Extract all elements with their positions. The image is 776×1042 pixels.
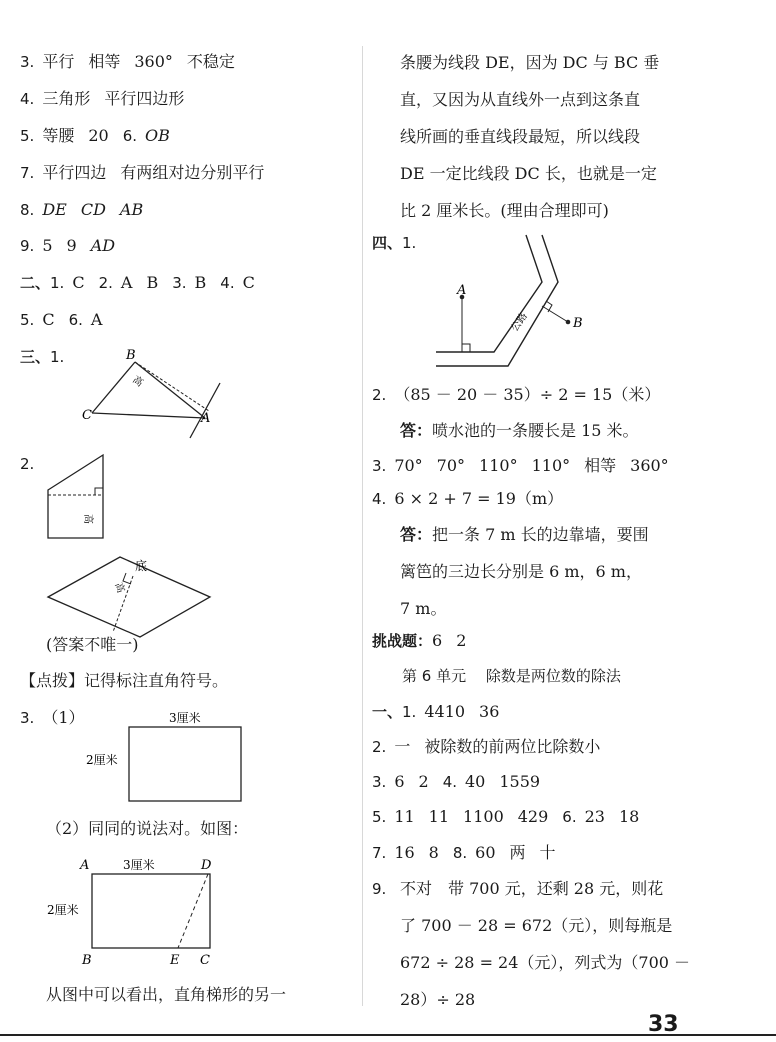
svg-text:C: C xyxy=(82,408,92,423)
svg-text:公路: 公路 xyxy=(509,311,530,334)
question-2-expression: 2. （85 － 20 － 35）÷ 2 = 15（米） xyxy=(372,385,661,404)
section-3-header: 三、1. xyxy=(20,348,65,366)
conclusion-text: 从图中可以看出，直角梯形的另一 xyxy=(46,985,287,1004)
rectangle-shape xyxy=(129,727,241,801)
svg-text:2厘米: 2厘米 xyxy=(47,903,79,917)
column-divider xyxy=(362,46,363,1006)
svg-text:3厘米: 3厘米 xyxy=(123,858,155,872)
answer-4: 答：把一条 7 m 长的边靠墙，要围 篱笆的三边长分别是 6 m，6 m， 7 m。 xyxy=(400,525,649,618)
right-angle-mark-a xyxy=(462,344,470,352)
road-edge-outer xyxy=(436,235,558,366)
page-number: 33 xyxy=(648,1012,679,1037)
side-cb xyxy=(92,362,135,413)
svg-text:2厘米: 2厘米 xyxy=(86,753,118,767)
answer-2: 答：喷水池的一条腰长是 15 米。 xyxy=(400,421,639,440)
svg-text:B: B xyxy=(126,348,136,363)
hint-note: 【点拨】记得标注直角符号。 xyxy=(20,671,229,690)
svg-text:A: A xyxy=(457,283,467,298)
triangle-height-figure xyxy=(80,345,230,440)
trapezoid-height-figure xyxy=(45,452,115,542)
answer-not-unique-note: (答案不唯一) xyxy=(46,635,139,654)
parallelogram-shape xyxy=(48,557,210,637)
svg-text:D: D xyxy=(201,858,212,873)
svg-text:C: C xyxy=(200,953,210,968)
point-b-dot xyxy=(566,320,571,325)
section-4-header: 四、1. xyxy=(372,234,417,252)
road-shortest-path-figure xyxy=(434,232,594,370)
svg-text:E: E xyxy=(170,953,180,968)
svg-text:底: 底 xyxy=(135,559,148,573)
svg-text:高: 高 xyxy=(130,374,145,390)
side-ca xyxy=(92,413,205,418)
trapezoid-shape xyxy=(48,455,103,538)
question-2-number: 2. xyxy=(20,455,35,473)
unit-answer-9-number: 9. xyxy=(372,880,387,898)
svg-text:A: A xyxy=(80,858,90,873)
right-angle-mark xyxy=(123,573,131,584)
svg-text:B: B xyxy=(82,953,92,968)
svg-text:高: 高 xyxy=(82,514,93,524)
unit-title: 第 6 单元 除数是两位数的除法 xyxy=(402,667,621,685)
svg-text:A: A xyxy=(201,411,211,426)
section-2-line-2: 5. C 6. A xyxy=(20,310,103,329)
answer-line-9: 9. 5 9 AD xyxy=(20,236,116,255)
question-4-expression: 4. 6 × 2 + 7 = 19（m） xyxy=(372,489,564,508)
question-3-header: 3. （1） xyxy=(20,708,85,727)
unit-answer-3-4: 3. 6 2 4. 40 1559 xyxy=(372,772,541,791)
question-3-answers: 3. 70° 70° 110° 110° 相等 360° xyxy=(372,456,669,475)
rectangle-shape xyxy=(92,874,210,948)
unit-answer-9: 不对 带 700 元，还剩 28 元，则花 了 700 － 28 = 672（元），则每瓶是 672 ÷ 28 = 24（元），列式为（700 － 28）÷ 28 xyxy=(400,879,691,1009)
unit-answer-7-8: 7. 16 8 8. 60 两 十 xyxy=(372,843,556,862)
svg-text:高: 高 xyxy=(112,581,126,595)
question-3-part-2: （2）同同的说法对。如图： xyxy=(46,819,249,838)
right-angle-mark-b xyxy=(546,301,552,312)
explanation-paragraph: 条腰为线段 DE，因为 DC 与 BC 垂 直，又因为从直线外一点到这条直 线所画的垂直线段最短，所以线段 DE 一定比线段 DC 长，也就是一定 比 2 厘米长。(理由合理即可) xyxy=(400,53,660,220)
unit-answer-5-6: 5. 11 11 1100 429 6. 23 18 xyxy=(372,807,640,826)
answer-line-3: 3. 平行 相等 360° 不稳定 xyxy=(20,52,235,71)
rectangle-figure-1 xyxy=(85,706,250,806)
answer-line-8: 8. DE CD AB xyxy=(20,200,144,219)
perpendicular-from-b xyxy=(542,306,568,322)
segment-de xyxy=(178,874,208,948)
unit-answer-1: 一、1. 4410 36 xyxy=(372,702,500,721)
parallelogram-height-figure xyxy=(45,552,215,642)
answer-line-4: 4. 三角形 平行四边形 xyxy=(20,89,185,108)
answer-line-5: 5. 等腰 20 6. OB xyxy=(20,126,170,145)
side-ba xyxy=(135,362,205,418)
height-line xyxy=(135,362,209,411)
rectangle-trapezoid-figure xyxy=(45,852,225,970)
challenge-answer: 挑战题：6 2 xyxy=(372,631,467,650)
page-bottom-rule xyxy=(0,1034,776,1036)
unit-answer-2: 2. 一 被除数的前两位比除数小 xyxy=(372,737,601,756)
answer-line-7: 7. 平行四边 有两组对边分别平行 xyxy=(20,163,265,182)
svg-text:3厘米: 3厘米 xyxy=(169,711,201,725)
section-2-line-1: 二、1. C 2. A B 3. B 4. C xyxy=(20,273,255,292)
svg-text:B: B xyxy=(573,316,583,331)
right-angle-mark xyxy=(95,488,103,495)
